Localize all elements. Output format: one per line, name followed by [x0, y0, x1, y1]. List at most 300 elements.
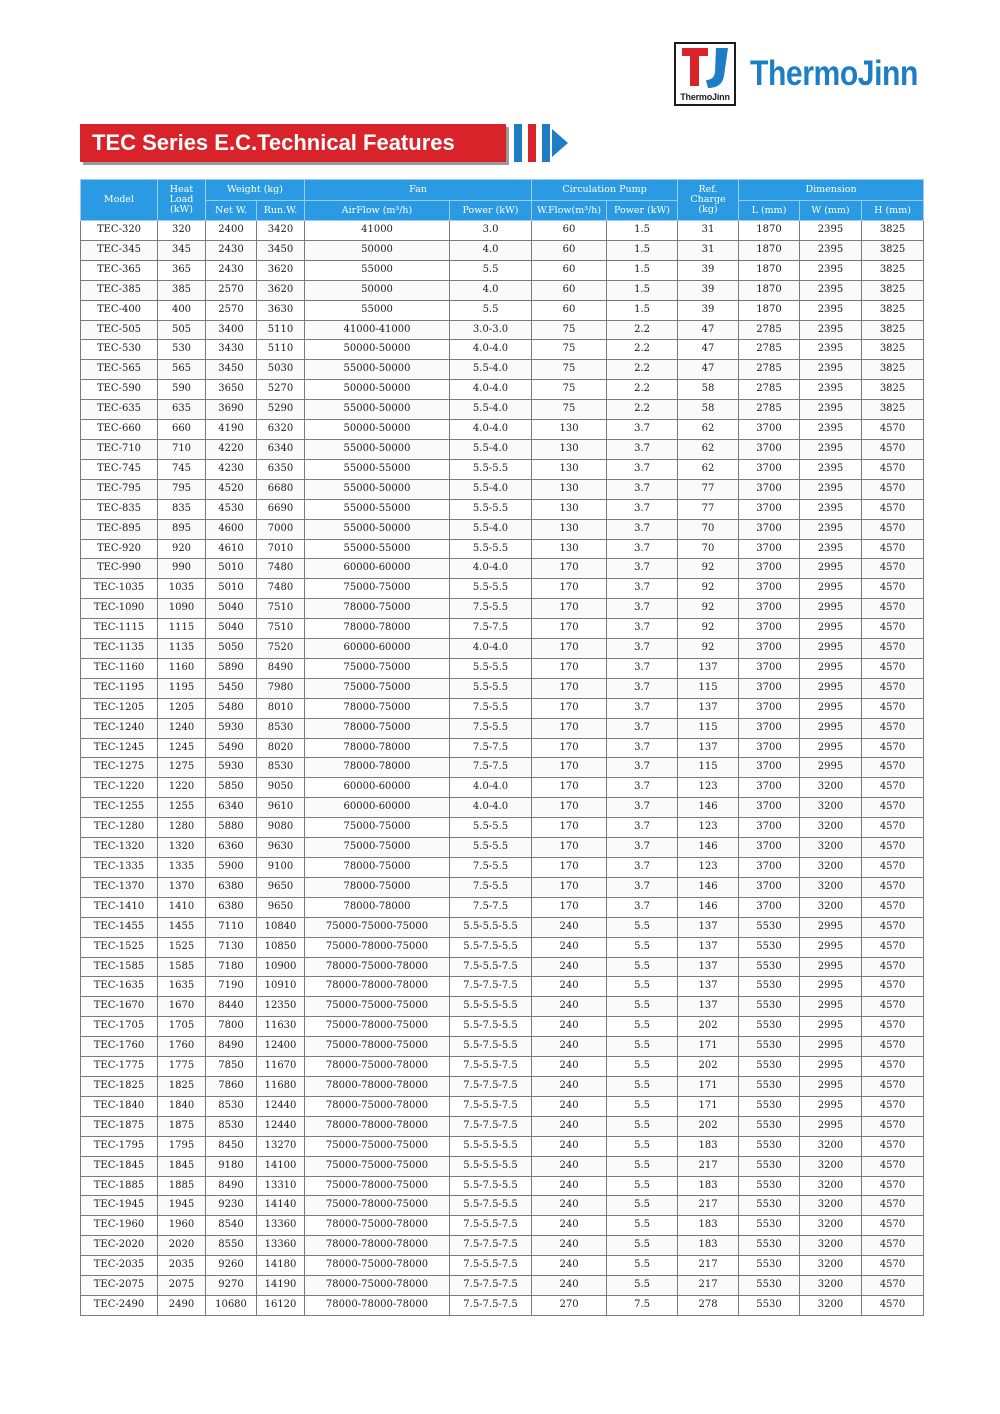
cell-net-weight: 2430 — [206, 260, 257, 280]
cell-width: 3200 — [800, 1256, 862, 1276]
cell-net-weight: 5480 — [206, 698, 257, 718]
cell-length: 5530 — [739, 1136, 800, 1156]
cell-run-weight: 13310 — [257, 1176, 305, 1196]
cell-run-weight: 3420 — [257, 221, 305, 241]
cell-water-flow: 170 — [532, 579, 607, 599]
cell-airflow: 75000-75000-75000 — [305, 1136, 450, 1156]
cell-airflow: 60000-60000 — [305, 778, 450, 798]
cell-fan-power: 7.5-5.5-7.5 — [450, 1256, 532, 1276]
cell-pump-power: 2.2 — [607, 400, 678, 420]
logo-small-text: ThermoJinn — [680, 92, 730, 102]
cell-net-weight: 6380 — [206, 877, 257, 897]
cell-run-weight: 8010 — [257, 698, 305, 718]
cell-ref-charge: 39 — [678, 300, 739, 320]
header-row-top — [81, 180, 924, 201]
cell-ref-charge: 278 — [678, 1295, 739, 1315]
header-fan-power: Power (kW) — [450, 201, 532, 221]
cell-heat-load: 2020 — [158, 1236, 206, 1256]
cell-width: 2395 — [800, 360, 862, 380]
cell-pump-power: 3.7 — [607, 858, 678, 878]
cell-net-weight: 9260 — [206, 1256, 257, 1276]
cell-heat-load: 385 — [158, 280, 206, 300]
cell-height: 4570 — [862, 1196, 924, 1216]
cell-fan-power: 5.5-5.5-5.5 — [450, 917, 532, 937]
cell-run-weight: 5270 — [257, 380, 305, 400]
cell-water-flow: 170 — [532, 897, 607, 917]
cell-width: 3200 — [800, 897, 862, 917]
cell-width: 2995 — [800, 599, 862, 619]
cell-net-weight: 5890 — [206, 658, 257, 678]
cell-run-weight: 7980 — [257, 678, 305, 698]
cell-model: TEC-745 — [81, 459, 158, 479]
cell-pump-power: 5.5 — [607, 957, 678, 977]
cell-width: 2995 — [800, 579, 862, 599]
cell-heat-load: 710 — [158, 439, 206, 459]
cell-net-weight: 10680 — [206, 1295, 257, 1315]
table-row — [81, 758, 924, 778]
cell-airflow: 50000-50000 — [305, 340, 450, 360]
table-row — [81, 1196, 924, 1216]
cell-water-flow: 170 — [532, 758, 607, 778]
cell-run-weight: 13360 — [257, 1216, 305, 1236]
cell-heat-load: 320 — [158, 221, 206, 241]
cell-length: 5530 — [739, 1256, 800, 1276]
cell-fan-power: 7.5-7.5 — [450, 897, 532, 917]
cell-water-flow: 130 — [532, 499, 607, 519]
cell-fan-power: 4.0-4.0 — [450, 420, 532, 440]
table-row — [81, 1256, 924, 1276]
cell-width: 2395 — [800, 380, 862, 400]
cell-width: 2995 — [800, 639, 862, 659]
cell-net-weight: 4230 — [206, 459, 257, 479]
cell-heat-load: 1775 — [158, 1057, 206, 1077]
cell-airflow: 75000-75000-75000 — [305, 997, 450, 1017]
cell-net-weight: 5850 — [206, 778, 257, 798]
cell-heat-load: 2075 — [158, 1276, 206, 1296]
cell-width: 3200 — [800, 1136, 862, 1156]
cell-height: 4570 — [862, 877, 924, 897]
cell-pump-power: 3.7 — [607, 818, 678, 838]
header-run-w: Run.W. — [257, 201, 305, 221]
cell-airflow: 55000-50000 — [305, 479, 450, 499]
cell-model: TEC-590 — [81, 380, 158, 400]
cell-length: 3700 — [739, 818, 800, 838]
cell-water-flow: 75 — [532, 340, 607, 360]
cell-height: 4570 — [862, 798, 924, 818]
cell-pump-power: 1.5 — [607, 221, 678, 241]
cell-length: 5530 — [739, 1096, 800, 1116]
cell-model: TEC-990 — [81, 559, 158, 579]
cell-length: 5530 — [739, 1057, 800, 1077]
cell-pump-power: 1.5 — [607, 300, 678, 320]
cell-ref-charge: 217 — [678, 1276, 739, 1296]
cell-net-weight: 4610 — [206, 539, 257, 559]
cell-airflow: 78000-78000-78000 — [305, 1295, 450, 1315]
cell-model: TEC-1885 — [81, 1176, 158, 1196]
cell-water-flow: 240 — [532, 1176, 607, 1196]
cell-airflow: 75000-75000 — [305, 818, 450, 838]
cell-airflow: 78000-75000 — [305, 718, 450, 738]
table-row — [81, 1017, 924, 1037]
header-row-sub — [81, 201, 924, 221]
cell-width: 2995 — [800, 738, 862, 758]
cell-fan-power: 5.5-5.5 — [450, 658, 532, 678]
cell-ref-charge: 115 — [678, 758, 739, 778]
cell-run-weight: 12440 — [257, 1096, 305, 1116]
cell-model: TEC-1205 — [81, 698, 158, 718]
cell-airflow: 78000-75000-78000 — [305, 1276, 450, 1296]
cell-airflow: 78000-78000-78000 — [305, 1076, 450, 1096]
cell-pump-power: 5.5 — [607, 1037, 678, 1057]
cell-height: 4570 — [862, 718, 924, 738]
table-row — [81, 957, 924, 977]
cell-airflow: 50000-50000 — [305, 380, 450, 400]
cell-water-flow: 240 — [532, 1057, 607, 1077]
cell-width: 2995 — [800, 1017, 862, 1037]
cell-length: 3700 — [739, 798, 800, 818]
table-row — [81, 420, 924, 440]
cell-net-weight: 2400 — [206, 221, 257, 241]
cell-water-flow: 170 — [532, 718, 607, 738]
cell-heat-load: 1335 — [158, 858, 206, 878]
cell-airflow: 55000 — [305, 260, 450, 280]
cell-width: 2995 — [800, 1057, 862, 1077]
cell-width: 2995 — [800, 678, 862, 698]
cell-run-weight: 13270 — [257, 1136, 305, 1156]
cell-width: 2395 — [800, 439, 862, 459]
cell-length: 3700 — [739, 519, 800, 539]
cell-airflow: 75000-75000 — [305, 579, 450, 599]
cell-length: 2785 — [739, 360, 800, 380]
cell-heat-load: 1945 — [158, 1196, 206, 1216]
cell-pump-power: 2.2 — [607, 380, 678, 400]
cell-heat-load: 1760 — [158, 1037, 206, 1057]
cell-airflow: 75000-78000-75000 — [305, 937, 450, 957]
cell-fan-power: 7.5-5.5 — [450, 718, 532, 738]
cell-water-flow: 60 — [532, 260, 607, 280]
cell-width: 2395 — [800, 459, 862, 479]
cell-airflow: 78000-75000-78000 — [305, 1096, 450, 1116]
cell-width: 3200 — [800, 838, 862, 858]
cell-pump-power: 3.7 — [607, 758, 678, 778]
cell-model: TEC-835 — [81, 499, 158, 519]
cell-fan-power: 5.5-5.5 — [450, 499, 532, 519]
cell-height: 4570 — [862, 439, 924, 459]
cell-heat-load: 530 — [158, 340, 206, 360]
table-row — [81, 818, 924, 838]
cell-water-flow: 170 — [532, 678, 607, 698]
cell-ref-charge: 47 — [678, 320, 739, 340]
cell-fan-power: 7.5-7.5-7.5 — [450, 1295, 532, 1315]
cell-model: TEC-1320 — [81, 838, 158, 858]
cell-heat-load: 505 — [158, 320, 206, 340]
cell-model: TEC-2075 — [81, 1276, 158, 1296]
cell-ref-charge: 137 — [678, 957, 739, 977]
cell-airflow: 55000-55000 — [305, 499, 450, 519]
cell-ref-charge: 217 — [678, 1156, 739, 1176]
cell-net-weight: 4520 — [206, 479, 257, 499]
cell-pump-power: 3.7 — [607, 599, 678, 619]
cell-net-weight: 7800 — [206, 1017, 257, 1037]
table-row — [81, 280, 924, 300]
cell-airflow: 78000-78000 — [305, 758, 450, 778]
cell-height: 4570 — [862, 1017, 924, 1037]
cell-water-flow: 240 — [532, 1096, 607, 1116]
cell-water-flow: 240 — [532, 1216, 607, 1236]
cell-width: 2395 — [800, 539, 862, 559]
cell-heat-load: 1635 — [158, 977, 206, 997]
cell-heat-load: 565 — [158, 360, 206, 380]
table-row — [81, 221, 924, 241]
cell-heat-load: 920 — [158, 539, 206, 559]
cell-fan-power: 7.5-5.5-7.5 — [450, 957, 532, 977]
cell-airflow: 78000-78000 — [305, 897, 450, 917]
cell-width: 2995 — [800, 977, 862, 997]
cell-width: 2995 — [800, 937, 862, 957]
cell-width: 2995 — [800, 758, 862, 778]
cell-run-weight: 7510 — [257, 599, 305, 619]
cell-net-weight: 6380 — [206, 897, 257, 917]
cell-height: 4570 — [862, 1216, 924, 1236]
cell-water-flow: 240 — [532, 1236, 607, 1256]
cell-model: TEC-365 — [81, 260, 158, 280]
cell-pump-power: 3.7 — [607, 897, 678, 917]
cell-ref-charge: 31 — [678, 240, 739, 260]
cell-pump-power: 3.7 — [607, 698, 678, 718]
cell-fan-power: 5.5-5.5-5.5 — [450, 1156, 532, 1176]
cell-net-weight: 2430 — [206, 240, 257, 260]
cell-fan-power: 5.5-5.5 — [450, 678, 532, 698]
cell-water-flow: 130 — [532, 519, 607, 539]
cell-net-weight: 9270 — [206, 1276, 257, 1296]
cell-fan-power: 7.5-7.5-7.5 — [450, 1236, 532, 1256]
cell-height: 4570 — [862, 957, 924, 977]
header-airflow: AirFlow (m³/h) — [305, 201, 450, 221]
cell-model: TEC-385 — [81, 280, 158, 300]
cell-ref-charge: 92 — [678, 639, 739, 659]
cell-pump-power: 2.2 — [607, 340, 678, 360]
cell-length: 3700 — [739, 698, 800, 718]
cell-width: 2995 — [800, 698, 862, 718]
cell-run-weight: 7480 — [257, 579, 305, 599]
cell-width: 2995 — [800, 917, 862, 937]
cell-fan-power: 5.5-4.0 — [450, 519, 532, 539]
cell-heat-load: 1585 — [158, 957, 206, 977]
cell-net-weight: 5010 — [206, 579, 257, 599]
cell-height: 4570 — [862, 1295, 924, 1315]
cell-height: 4570 — [862, 519, 924, 539]
cell-height: 4570 — [862, 459, 924, 479]
cell-heat-load: 1875 — [158, 1116, 206, 1136]
cell-width: 3200 — [800, 1196, 862, 1216]
cell-ref-charge: 137 — [678, 937, 739, 957]
cell-heat-load: 1275 — [158, 758, 206, 778]
cell-length: 5530 — [739, 1276, 800, 1296]
section-banner — [80, 124, 506, 162]
cell-pump-power: 5.5 — [607, 1156, 678, 1176]
cell-run-weight: 9080 — [257, 818, 305, 838]
cell-net-weight: 9230 — [206, 1196, 257, 1216]
cell-length: 3700 — [739, 619, 800, 639]
cell-height: 4570 — [862, 579, 924, 599]
cell-ref-charge: 115 — [678, 678, 739, 698]
cell-airflow: 50000 — [305, 280, 450, 300]
table-row — [81, 1156, 924, 1176]
cell-length: 3700 — [739, 539, 800, 559]
table-row — [81, 718, 924, 738]
cell-width: 3200 — [800, 1295, 862, 1315]
cell-ref-charge: 137 — [678, 658, 739, 678]
cell-length: 5530 — [739, 1196, 800, 1216]
cell-pump-power: 5.5 — [607, 1136, 678, 1156]
cell-model: TEC-1585 — [81, 957, 158, 977]
cell-water-flow: 170 — [532, 858, 607, 878]
cell-airflow: 75000-78000-75000 — [305, 1017, 450, 1037]
cell-length: 1870 — [739, 280, 800, 300]
header-w-flow: W.Flow(m³/h) — [532, 201, 607, 221]
cell-net-weight: 8440 — [206, 997, 257, 1017]
cell-airflow: 78000-78000 — [305, 619, 450, 639]
table-row — [81, 1076, 924, 1096]
cell-height: 4570 — [862, 559, 924, 579]
cell-airflow: 78000-75000 — [305, 858, 450, 878]
cell-model: TEC-710 — [81, 439, 158, 459]
cell-run-weight: 14180 — [257, 1256, 305, 1276]
cell-net-weight: 5450 — [206, 678, 257, 698]
cell-pump-power: 3.7 — [607, 838, 678, 858]
table-row — [81, 977, 924, 997]
cell-model: TEC-2020 — [81, 1236, 158, 1256]
cell-net-weight: 7850 — [206, 1057, 257, 1077]
cell-width: 2395 — [800, 499, 862, 519]
cell-height: 4570 — [862, 698, 924, 718]
cell-length: 3700 — [739, 579, 800, 599]
cell-pump-power: 2.2 — [607, 360, 678, 380]
cell-pump-power: 5.5 — [607, 1096, 678, 1116]
header-ref-charge-line: (kg) — [698, 204, 718, 215]
cell-fan-power: 4.0 — [450, 240, 532, 260]
header-ref-charge-line: Ref. — [698, 184, 718, 195]
cell-ref-charge: 92 — [678, 619, 739, 639]
cell-fan-power: 4.0-4.0 — [450, 380, 532, 400]
cell-fan-power: 5.5-5.5 — [450, 579, 532, 599]
cell-model: TEC-1035 — [81, 579, 158, 599]
cell-model: TEC-660 — [81, 420, 158, 440]
table-row — [81, 897, 924, 917]
cell-heat-load: 2490 — [158, 1295, 206, 1315]
header-dimension: Dimension — [739, 180, 924, 201]
cell-heat-load: 745 — [158, 459, 206, 479]
cell-run-weight: 6680 — [257, 479, 305, 499]
header-dim-h: H (mm) — [862, 201, 924, 221]
cell-run-weight: 7520 — [257, 639, 305, 659]
cell-model: TEC-1220 — [81, 778, 158, 798]
cell-heat-load: 1280 — [158, 818, 206, 838]
cell-pump-power: 5.5 — [607, 1176, 678, 1196]
cell-fan-power: 7.5-5.5-7.5 — [450, 1057, 532, 1077]
table-row — [81, 639, 924, 659]
table-row — [81, 1216, 924, 1236]
cell-heat-load: 835 — [158, 499, 206, 519]
cell-water-flow: 170 — [532, 818, 607, 838]
cell-length: 1870 — [739, 221, 800, 241]
cell-pump-power: 3.7 — [607, 639, 678, 659]
cell-heat-load: 590 — [158, 380, 206, 400]
cell-length: 5530 — [739, 1017, 800, 1037]
cell-water-flow: 130 — [532, 539, 607, 559]
cell-height: 3825 — [862, 221, 924, 241]
cell-height: 4570 — [862, 499, 924, 519]
cell-airflow: 55000-50000 — [305, 400, 450, 420]
table-row — [81, 519, 924, 539]
cell-net-weight: 8540 — [206, 1216, 257, 1236]
cell-length: 5530 — [739, 977, 800, 997]
cell-run-weight: 9100 — [257, 858, 305, 878]
cell-run-weight: 16120 — [257, 1295, 305, 1315]
cell-model: TEC-530 — [81, 340, 158, 360]
cell-net-weight: 2570 — [206, 300, 257, 320]
cell-model: TEC-1705 — [81, 1017, 158, 1037]
cell-model: TEC-1335 — [81, 858, 158, 878]
table-row — [81, 559, 924, 579]
cell-water-flow: 240 — [532, 957, 607, 977]
cell-width: 2995 — [800, 1076, 862, 1096]
cell-pump-power: 3.7 — [607, 420, 678, 440]
cell-model: TEC-1115 — [81, 619, 158, 639]
cell-run-weight: 11680 — [257, 1076, 305, 1096]
cell-length: 2785 — [739, 320, 800, 340]
table-row — [81, 1236, 924, 1256]
cell-water-flow: 170 — [532, 639, 607, 659]
cell-run-weight: 9610 — [257, 798, 305, 818]
cell-water-flow: 75 — [532, 360, 607, 380]
cell-fan-power: 7.5-7.5-7.5 — [450, 1076, 532, 1096]
cell-airflow: 60000-60000 — [305, 798, 450, 818]
cell-net-weight: 4220 — [206, 439, 257, 459]
cell-fan-power: 7.5-5.5-7.5 — [450, 1216, 532, 1236]
cell-run-weight: 8530 — [257, 718, 305, 738]
header-net-w: Net W. — [206, 201, 257, 221]
table-row — [81, 738, 924, 758]
header-heat-load — [158, 180, 206, 221]
table-row — [81, 838, 924, 858]
cell-length: 3700 — [739, 718, 800, 738]
cell-model: TEC-1195 — [81, 678, 158, 698]
cell-run-weight: 8490 — [257, 658, 305, 678]
cell-net-weight: 5010 — [206, 559, 257, 579]
cell-water-flow: 130 — [532, 459, 607, 479]
cell-length: 3700 — [739, 838, 800, 858]
cell-ref-charge: 137 — [678, 977, 739, 997]
cell-heat-load: 1845 — [158, 1156, 206, 1176]
cell-width: 2995 — [800, 619, 862, 639]
cell-ref-charge: 92 — [678, 559, 739, 579]
cell-airflow: 78000-75000-78000 — [305, 957, 450, 977]
cell-ref-charge: 62 — [678, 459, 739, 479]
cell-width: 3200 — [800, 1176, 862, 1196]
table-row — [81, 260, 924, 280]
cell-fan-power: 7.5-5.5-7.5 — [450, 1096, 532, 1116]
cell-fan-power: 5.5-5.5 — [450, 838, 532, 858]
cell-heat-load: 1670 — [158, 997, 206, 1017]
cell-ref-charge: 146 — [678, 838, 739, 858]
cell-pump-power: 5.5 — [607, 1057, 678, 1077]
cell-height: 4570 — [862, 619, 924, 639]
cell-height: 4570 — [862, 420, 924, 440]
cell-airflow: 55000-55000 — [305, 459, 450, 479]
cell-run-weight: 7000 — [257, 519, 305, 539]
cell-airflow: 75000-75000 — [305, 678, 450, 698]
